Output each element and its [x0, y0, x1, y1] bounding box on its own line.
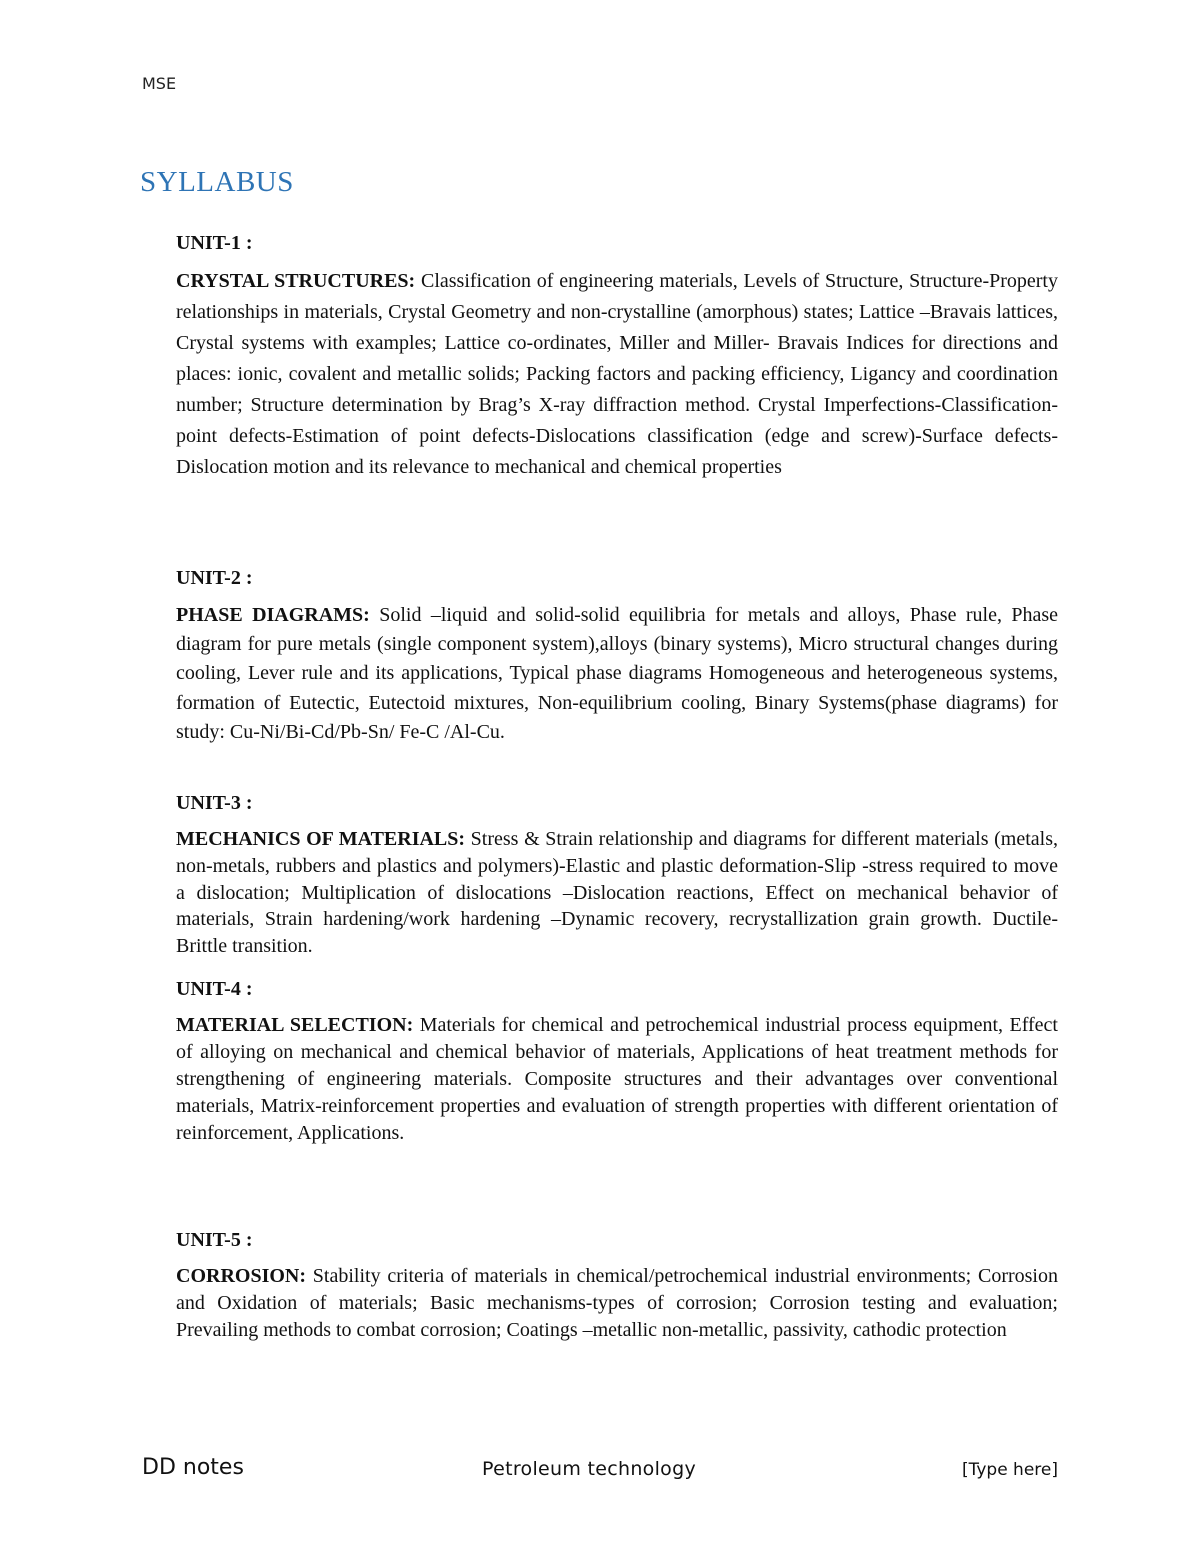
unit-topic: CORROSION:	[176, 1265, 307, 1287]
unit-text: Stability criteria of materials in chemical/petrochemical industrial environments; Corrosion and Oxidation of materials; Basic mechanisms-types of corrosion; Corrosion testing and evaluation; Prevailing methods to combat corrosion; Coatings –metallic non-metallic, passivity, cathodic protection	[176, 1265, 1058, 1341]
unit-text: Classification of engineering materials, Levels of Structure, Structure-Property relationships in materials, Crystal Geometry and non-crystalline (amorphous) states; Lattice –Bravais lattices, Crystal systems with examples; Lattice co-ordinates, Miller and Miller- Bravais Indices for directions and places: ionic, covalent and metallic solids; Packing factors and packing efficiency, Ligancy and coordination number; Structure determination by Brag’s X-ray diffraction method. Crystal Imperfections-Classification-point defects-Estimation of point defects-Dislocations classification (edge and screw)-Surface defects-Dislocation motion and its relevance to mechanical and chemical properties	[176, 270, 1058, 478]
unit-description	[176, 1012, 1058, 1147]
unit-description	[176, 1263, 1058, 1344]
unit-description	[176, 601, 1058, 747]
unit-text: Solid –liquid and solid-solid equilibria for metals and alloys, Phase rule, Phase diagram for pure metals (single component system),alloys (binary systems), Micro structural changes during cooling, Lever rule and its applications, Typical phase diagrams Homogeneous and heterogeneous systems, formation of Eutectic, Eutectoid mixtures, Non-equilibrium cooling, Binary Systems(phase diagrams) for study: Cu-Ni/Bi-Cd/Pb-Sn/ Fe-C /Al-Cu.	[176, 604, 1058, 743]
unit-topic: MECHANICS OF MATERIALS:	[176, 828, 466, 850]
footer-placeholder-text: [Type here]	[961, 1460, 1058, 1480]
unit-heading: UNIT-4 :	[176, 978, 253, 1000]
unit-section-5	[176, 1227, 1058, 1344]
unit-heading: UNIT-1 :	[176, 232, 253, 254]
unit-text: Stress & Strain relationship and diagrams for different materials (metals, non-metals, rubbers and plastics and polymers)-Elastic and plastic deformation-Slip -stress required to move a dislocation; Multiplication of dislocations –Dislocation reactions, Effect on mechanical behavior of materials, Strain hardening/work hardening –Dynamic recovery, recrystallization grain growth. Ductile-Brittle transition.	[176, 828, 1058, 958]
page-header-label: MSE	[142, 74, 177, 93]
unit-section-2	[176, 565, 1058, 747]
unit-topic: MATERIAL SELECTION:	[176, 1014, 414, 1036]
unit-heading: UNIT-2 :	[176, 567, 253, 589]
unit-description	[176, 826, 1058, 960]
unit-heading: UNIT-5 :	[176, 1229, 253, 1251]
unit-text: Materials for chemical and petrochemical industrial process equipment, Effect of alloying on mechanical and chemical behavior of materials, Applications of heat treatment methods for strengthening of engineering materials. Composite structures and their advantages over conventional materials, Matrix-reinforcement properties and evaluation of strength properties with different orientation of reinforcement, Applications.	[176, 1014, 1058, 1144]
unit-description	[176, 266, 1058, 483]
footer-center-text: Petroleum technology	[482, 1458, 696, 1480]
unit-topic: PHASE DIAGRAMS:	[176, 604, 370, 626]
unit-section-3	[176, 790, 1058, 960]
unit-topic: CRYSTAL STRUCTURES:	[176, 270, 416, 292]
unit-heading: UNIT-3 :	[176, 792, 253, 814]
unit-section-4	[176, 976, 1058, 1147]
page-title: SYLLABUS	[140, 166, 294, 198]
unit-section-1	[176, 230, 1058, 483]
footer-left-text: DD notes	[142, 1455, 244, 1480]
